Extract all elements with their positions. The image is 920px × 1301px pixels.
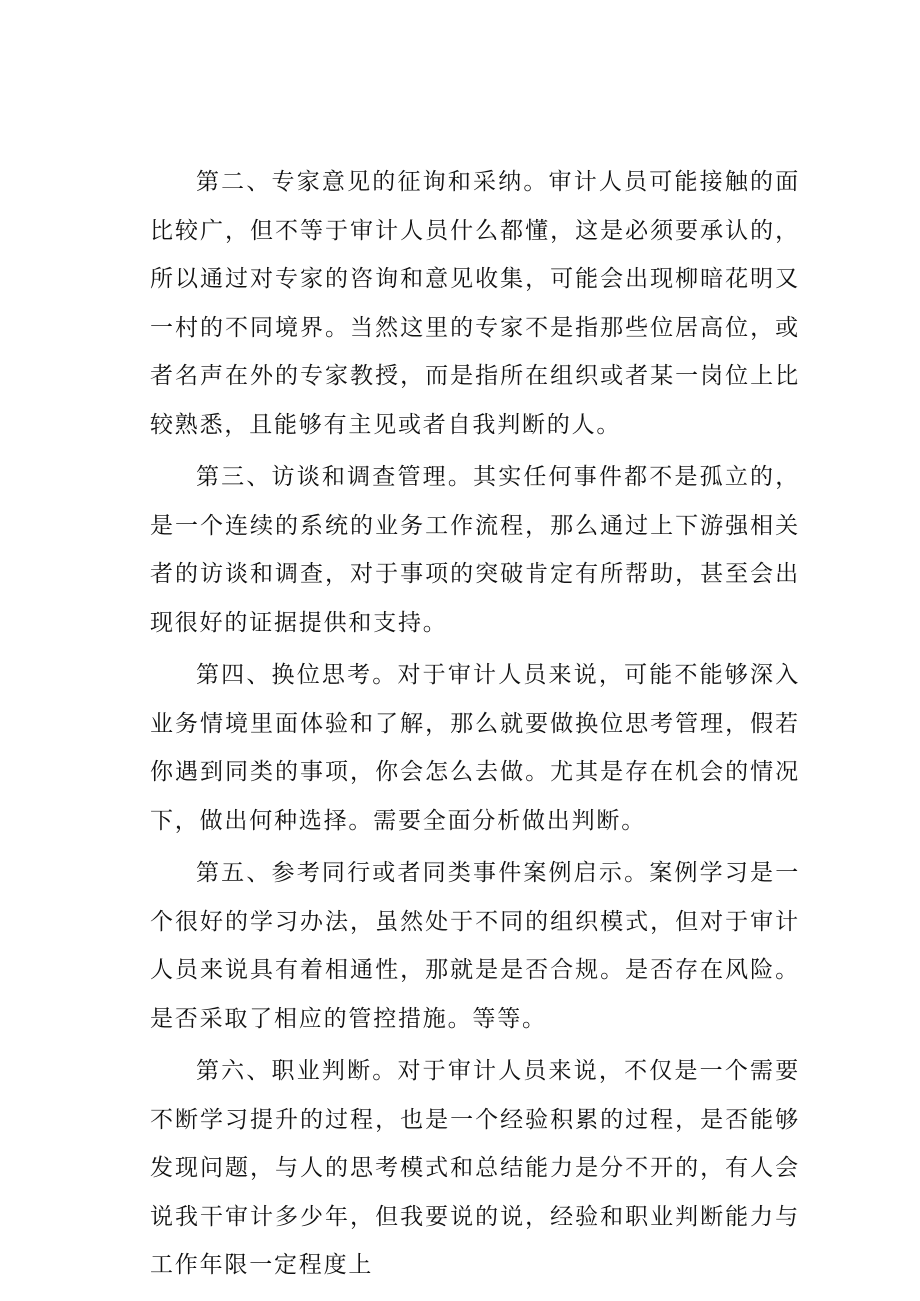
paragraph-perspective-taking: 第四、换位思考。对于审计人员来说，可能不能够深入业务情境里面体验和了解，那么就要做换位思考管理，假若你遇到同类的事项，你会怎么去做。尤其是存在机会的情况下，做出何种选择。需要全面分析做出判断。	[150, 662, 800, 834]
paragraph-interview-survey: 第三、访谈和调查管理。其实任何事件都不是孤立的，是一个连续的系统的业务工作流程，那么通过上下游强相关者的访谈和调查，对于事项的突破肯定有所帮助，甚至会出现很好的证据提供和支持。	[150, 464, 800, 636]
document-body	[150, 158, 800, 1294]
paragraph-expert-consultation: 第二、专家意见的征询和采纳。审计人员可能接触的面比较广，但不等于审计人员什么都懂，这是必须要承认的，所以通过对专家的咨询和意见收集，可能会出现柳暗花明又一村的不同境界。当然这里的专家不是指那些位居高位，或者名声在外的专家教授，而是指所在组织或者某一岗位上比较熟悉，且能够有主见或者自我判断的人。	[150, 169, 800, 438]
paragraph-professional-judgment: 第六、职业判断。对于审计人员来说，不仅是一个需要不断学习提升的过程，也是一个经验积累的过程，是否能够发现问题，与人的思考模式和总结能力是分不开的，有人会说我干审计多少年，但我要说的说，经验和职业判断能力与工作年限一定程度上	[150, 1058, 800, 1278]
paragraph-case-reference: 第五、参考同行或者同类事件案例启示。案例学习是一个很好的学习办法，虽然处于不同的组织模式，但对于审计人员来说具有着相通性，那就是是否合规。是否存在风险。是否采取了相应的管控措施。等等。	[150, 860, 800, 1032]
